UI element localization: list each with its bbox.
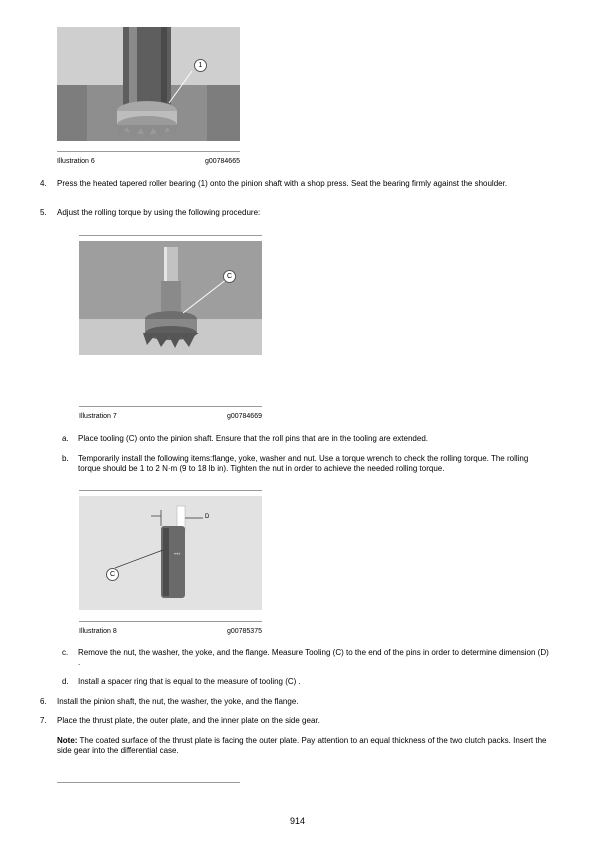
- illustration-8-photo: [79, 496, 262, 610]
- step-6-text: Install the pinion shaft, the nut, the washer, the yoke, and the flange.: [57, 697, 299, 706]
- illustration-6-id: g00784665: [204, 158, 240, 165]
- step-4: [40, 179, 540, 201]
- callout-c-label-fig8: C: [109, 571, 116, 578]
- callout-1-circle: [194, 59, 207, 72]
- step-a-text: Place tooling (C) onto the pinion shaft. Ensure that the roll pins that are in the tooling are extended.: [78, 434, 428, 443]
- note-label: Note:: [57, 736, 78, 745]
- step-7: [40, 716, 540, 728]
- illustration-8-rule: [79, 621, 262, 622]
- step-c-text: Remove the nut, the washer, the yoke, and the flange. Measure Tooling (C) to the end of the pins in order to determine dimension (D) .: [78, 648, 549, 667]
- svg-text:•••: •••: [174, 552, 181, 558]
- step-a: [62, 434, 552, 446]
- illustration-8-top-rule: [79, 490, 262, 491]
- step-5-number: 5.: [40, 208, 47, 217]
- step-a-letter: a.: [62, 434, 69, 443]
- illustration-8-caption: Illustration 8: [79, 628, 117, 635]
- illustration-7-rule: [79, 406, 262, 407]
- page-number: 914: [289, 816, 306, 826]
- callout-d-label: D: [205, 514, 210, 520]
- illustration-6-rule: [57, 151, 240, 152]
- illustration-7-id: g00784669: [226, 413, 262, 420]
- illustration-7-caption: Illustration 7: [79, 413, 117, 420]
- callout-1-label: 1: [198, 62, 203, 69]
- note-text: The coated surface of the thrust plate is facing the outer plate. Pay attention to an equal thickness of the two clutch packs. Insert the side gear into the differential case.: [57, 736, 547, 755]
- step-4-text: Press the heated tapered roller bearing (1) onto the pinion shaft with a shop press. Seat the bearing firmly against the shoulder.: [57, 179, 508, 188]
- illustration-6-caption: Illustration 6: [57, 158, 95, 165]
- step-c: [62, 648, 552, 670]
- step-7-text: Place the thrust plate, the outer plate, and the inner plate on the side gear.: [57, 716, 320, 725]
- step-4-number: 4.: [40, 179, 47, 188]
- step-6: [40, 697, 540, 709]
- step-b: [62, 454, 552, 476]
- step-b-text: Temporarily install the following items:flange, yoke, washer and nut. Use a torque wrench to check the rolling torque. The rolling torque should be 1 to 2 N·m (9 to 18 lb in). Tighten the nut in order to achieve the needed rolling torque.: [78, 454, 529, 473]
- illustration-8-id: g00785375: [226, 628, 262, 635]
- step-6-number: 6.: [40, 697, 47, 706]
- step-5-text: Adjust the rolling torque by using the following procedure:: [57, 208, 261, 217]
- illustration-6-photo: [57, 27, 240, 141]
- illustration-7-photo: [79, 241, 262, 355]
- step-5: [40, 208, 540, 220]
- note-block: [57, 736, 547, 758]
- step-d: [62, 677, 552, 689]
- illustration-7-top-rule: [79, 235, 262, 236]
- step-c-letter: c.: [62, 648, 69, 657]
- bottom-rule: [57, 782, 240, 783]
- step-b-letter: b.: [62, 454, 69, 463]
- callout-c-label: C: [226, 273, 233, 280]
- step-d-letter: d.: [62, 677, 69, 686]
- callout-c-circle: [223, 270, 236, 283]
- step-7-number: 7.: [40, 716, 47, 725]
- step-d-text: Install a spacer ring that is equal to the measure of tooling (C) .: [78, 677, 301, 686]
- callout-c-circle-fig8: [106, 568, 119, 581]
